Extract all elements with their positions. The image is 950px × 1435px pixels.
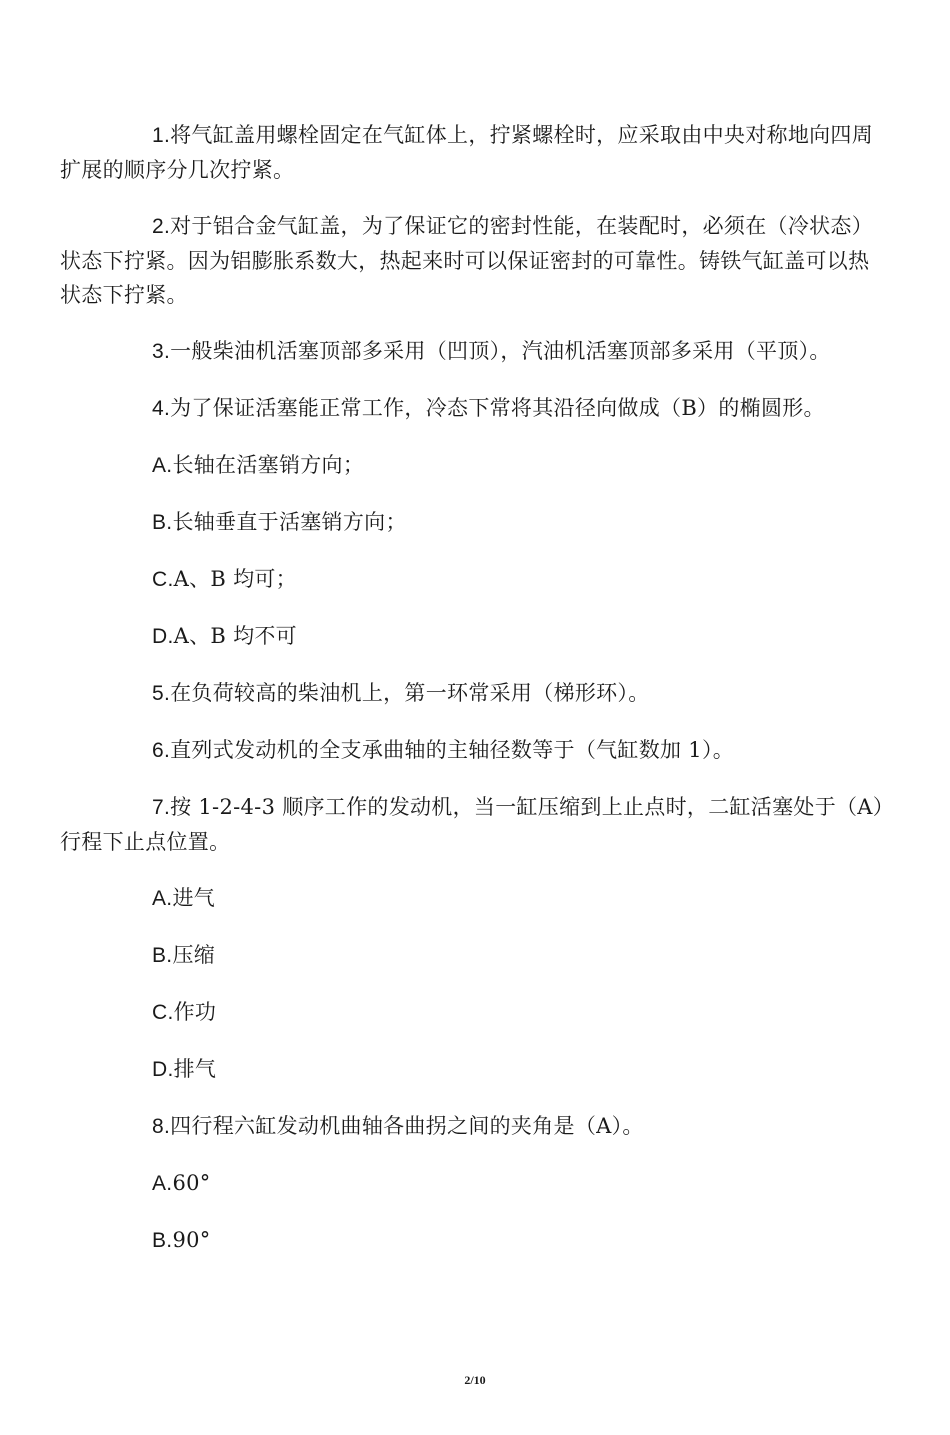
- option-text: 90°: [172, 1228, 211, 1252]
- question-2: [60, 209, 890, 312]
- item-text: 在负荷较高的柴油机上，第一环常采用（梯形环）。: [170, 681, 650, 705]
- item-number: 8.: [152, 1115, 171, 1138]
- option-text: 排气: [173, 1057, 217, 1081]
- item-number: 2.: [152, 215, 171, 238]
- option-letter: A.: [152, 1172, 173, 1195]
- option-7a: [60, 881, 890, 916]
- option-letter: D.: [152, 625, 174, 648]
- option-letter: C.: [152, 568, 174, 591]
- item-text: 按 1-2-4-3 顺序工作的发动机，当一缸压缩到上止点时，二缸活塞处于（A）行程下止点位置。: [60, 795, 884, 854]
- option-letter: A.: [152, 887, 173, 910]
- question-4: [60, 391, 890, 426]
- item-text: 将气缸盖用螺栓固定在气缸体上，拧紧螺栓时，应采取由中央对称地向四周扩展的顺序分几次拧紧。: [60, 123, 874, 182]
- item-number: 7.: [152, 796, 171, 819]
- option-letter: A.: [152, 454, 173, 477]
- document-body: [60, 118, 890, 1280]
- option-letter: C.: [152, 1001, 174, 1024]
- option-4d: [60, 619, 890, 654]
- question-6: [60, 733, 890, 768]
- question-1: [60, 118, 890, 187]
- option-4a: [60, 448, 890, 483]
- option-letter: B.: [152, 944, 173, 967]
- option-7c: [60, 995, 890, 1030]
- item-text: 四行程六缸发动机曲轴各曲拐之间的夹角是（A）。: [170, 1114, 644, 1138]
- question-3: [60, 334, 890, 369]
- item-text: 为了保证活塞能正常工作，冷态下常将其沿径向做成（B）的椭圆形。: [170, 396, 825, 420]
- option-7d: [60, 1052, 890, 1087]
- option-text: 进气: [172, 886, 216, 910]
- option-text: 作功: [173, 1000, 217, 1024]
- item-number: 1.: [152, 124, 171, 147]
- option-letter: B.: [152, 511, 173, 534]
- option-8b: [60, 1223, 890, 1258]
- option-letter: D.: [152, 1058, 174, 1081]
- option-text: 长轴垂直于活塞销方向；: [172, 510, 407, 534]
- option-letter: B.: [152, 1229, 173, 1252]
- option-text: 压缩: [172, 943, 216, 967]
- option-text: 60°: [172, 1171, 211, 1195]
- item-text: 一般柴油机活塞顶部多采用（凹顶），汽油机活塞顶部多采用（平顶）。: [170, 339, 831, 363]
- option-4b: [60, 505, 890, 540]
- question-7: [60, 790, 890, 859]
- item-text: 直列式发动机的全支承曲轴的主轴径数等于（气缸数加 1）。: [170, 738, 735, 762]
- question-8: [60, 1109, 890, 1144]
- page-number: 2/10: [464, 1373, 486, 1387]
- option-4c: [60, 562, 890, 597]
- option-text: A、B 均不可: [173, 624, 297, 648]
- option-text: 长轴在活塞销方向；: [172, 453, 365, 477]
- option-text: A、B 均可；: [173, 567, 297, 591]
- item-text: 对于铝合金气缸盖，为了保证它的密封性能，在装配时，必须在（冷状态）状态下拧紧。因为铝膨胀系数大，热起来时可以保证密封的可靠性。铸铁气缸盖可以热状态下拧紧。: [60, 214, 874, 307]
- option-7b: [60, 938, 890, 973]
- item-number: 3.: [152, 340, 171, 363]
- item-number: 6.: [152, 739, 171, 762]
- question-5: [60, 676, 890, 711]
- option-8a: [60, 1166, 890, 1201]
- item-number: 5.: [152, 682, 171, 705]
- item-number: 4.: [152, 397, 171, 420]
